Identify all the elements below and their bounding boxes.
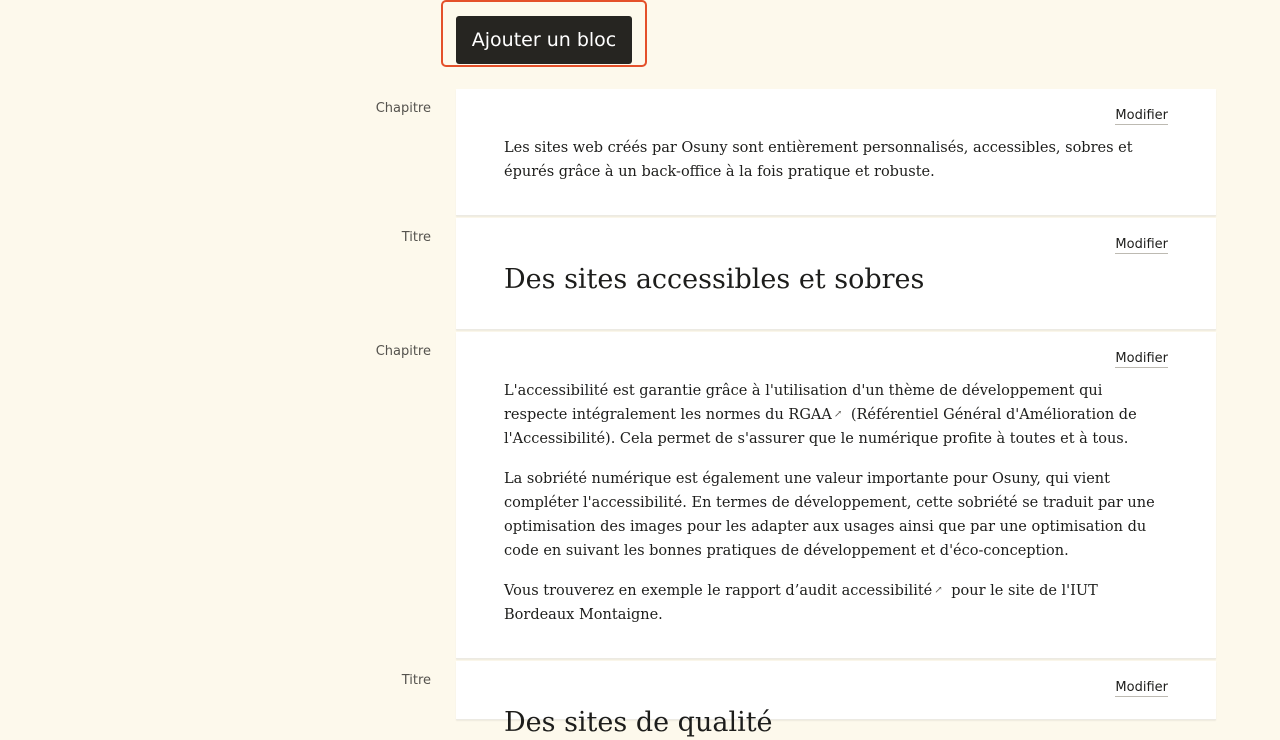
block-type-label: Titre	[401, 673, 431, 688]
external-link-icon: ↗	[934, 585, 943, 596]
paragraph-text: pour le site de l'IUT Bordeaux Montaigne.	[504, 583, 1098, 623]
block-card-title	[456, 661, 1216, 738]
block-heading: Des sites de qualité	[504, 707, 773, 738]
modify-link[interactable]: Modifier	[1115, 237, 1168, 252]
paragraph-text: L'accessibilité est garantie grâce à l'utilisation d'un thème de développement qui respecte intégralement les normes du	[504, 383, 1103, 423]
add-block-button[interactable]: Ajouter un bloc	[456, 16, 632, 64]
modify-link[interactable]: Modifier	[1115, 351, 1168, 366]
add-block-focus-ring	[441, 0, 647, 67]
external-link-icon: ↗	[833, 409, 843, 420]
block-content	[504, 136, 1168, 200]
audit-report-link[interactable]: rapport d’audit accessibilité	[725, 583, 933, 599]
block-card-chapter	[456, 89, 1216, 216]
block-content	[504, 379, 1168, 643]
block-type-label: Chapitre	[375, 101, 431, 116]
modify-link[interactable]: Modifier	[1115, 108, 1168, 123]
paragraph-text: Vous trouverez en exemple le	[504, 583, 726, 599]
rgaa-link[interactable]: RGAA	[788, 407, 832, 423]
paragraph: Les sites web créés par Osuny sont entièrement personnalisés, accessibles, sobres et épurés grâce à un back-office à la fois pratique et robuste.	[504, 140, 1133, 180]
block-card-chapter	[456, 332, 1216, 659]
paragraph	[504, 379, 1168, 451]
block-type-label: Titre	[401, 230, 431, 245]
block-type-label: Chapitre	[375, 344, 431, 359]
modify-link[interactable]: Modifier	[1115, 680, 1168, 695]
block-heading: Des sites accessibles et sobres	[504, 264, 925, 295]
paragraph	[504, 579, 1168, 627]
block-card-title	[456, 218, 1216, 330]
paragraph: La sobriété numérique est également une valeur importante pour Osuny, qui vient compléter l'accessibilité. En termes de développement, cette sobriété se traduit par une optimisation des images pour les adapter aux usages ainsi que par une optimisation du code en suivant les bonnes pratiques de développement et d'éco-conception.	[504, 471, 1155, 559]
paragraph-text: (Référentiel Général d'Amélioration de l'Accessibilité). Cela permet de s'assurer que le numérique profite à toutes et à tous.	[504, 407, 1137, 447]
